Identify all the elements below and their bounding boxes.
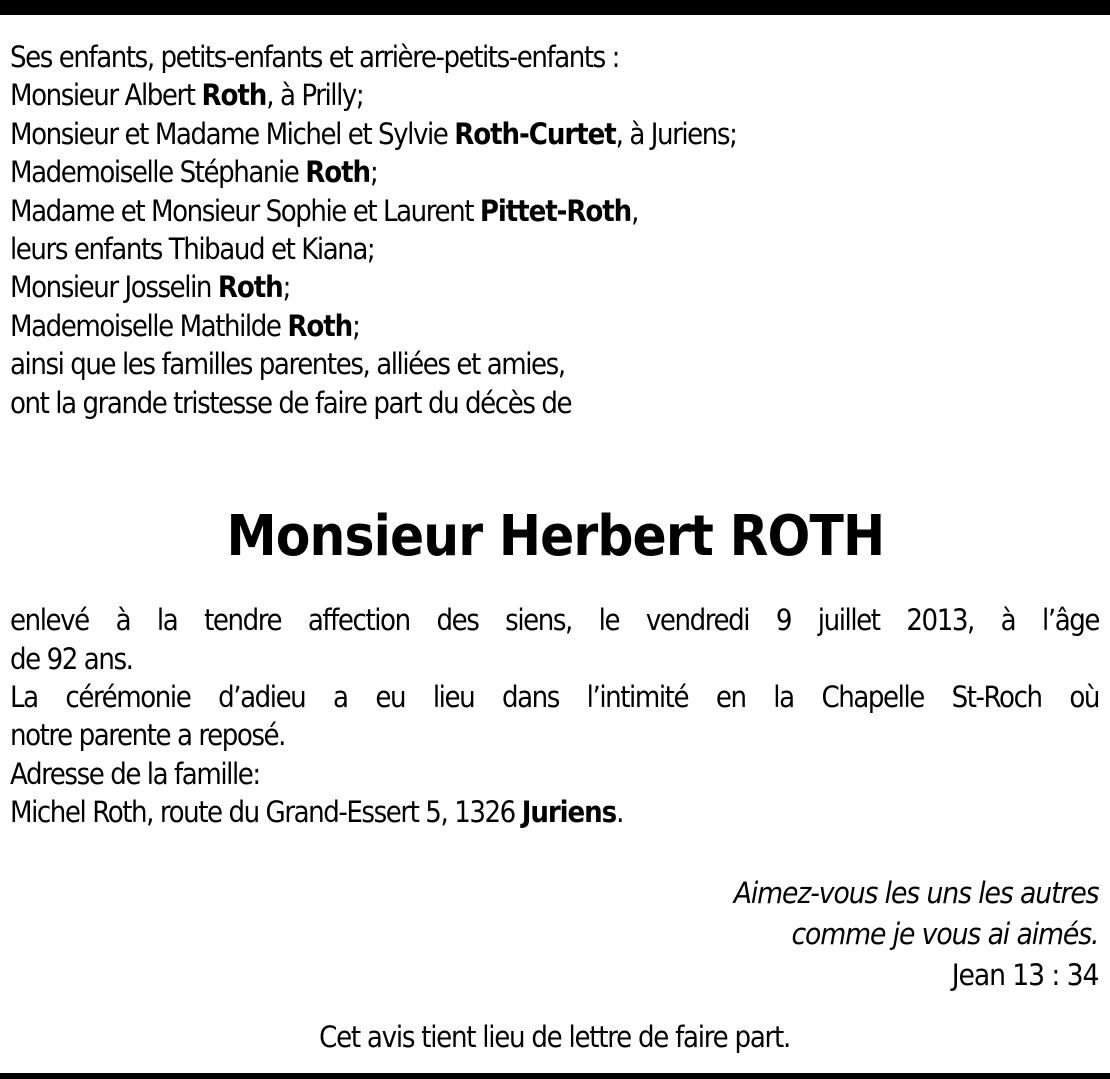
- family-member-line: [10, 230, 995, 268]
- member-text: Mademoiselle Mathilde: [10, 308, 288, 343]
- member-suffix: , à Prilly;: [266, 78, 364, 113]
- ceremony-line-end: notre parente a reposé.: [10, 718, 286, 753]
- death-notice-line: enlevé à la tendre affection des siens, le vendredi 9 juillet 2013, à l’âge: [10, 603, 1099, 637]
- family-member-line: [10, 192, 995, 230]
- member-text: Madame et Monsieur Sophie et Laurent: [10, 193, 480, 228]
- member-surname: Roth-Curtet: [454, 116, 616, 151]
- member-text: Mademoiselle Stéphanie: [10, 155, 306, 190]
- member-surname: Roth: [287, 308, 353, 343]
- ceremony-line: La cérémonie d’adieu a eu lieu dans l’intimité en la Chapelle St-Roch où: [10, 679, 1099, 714]
- announcement-closing: ont la grande tristesse de faire part du décès de: [10, 385, 572, 420]
- family-announcement: [10, 38, 995, 422]
- announcement-intro: Ses enfants, petits-enfants et arrière-petits-enfants :: [10, 40, 620, 74]
- member-text: Monsieur et Madame Michel et Sylvie: [10, 116, 455, 151]
- announcement-closing: ainsi que les familles parentes, alliées et amies,: [10, 347, 565, 382]
- family-address: [10, 793, 1099, 831]
- bottom-border-rule: [0, 1073, 1110, 1079]
- family-member-line: [10, 307, 995, 345]
- member-surname: Pittet-Roth: [479, 193, 632, 228]
- family-member-line: [10, 153, 995, 191]
- death-notice-age: de 92 ans.: [10, 641, 133, 676]
- family-member-line: [10, 268, 995, 306]
- member-surname: Roth: [217, 270, 283, 305]
- footer-note: [0, 1020, 1110, 1054]
- verse-reference: Jean 13 : 34: [951, 958, 1098, 992]
- member-text: Monsieur Albert: [10, 78, 202, 113]
- member-suffix: ;: [352, 308, 360, 343]
- family-member-line: [10, 76, 995, 114]
- address-label: Adresse de la famille:: [10, 756, 260, 791]
- verse-line: Aimez-vous les uns les autres: [733, 876, 1098, 910]
- deceased-name-heading: [0, 497, 1110, 577]
- member-text: Monsieur Josselin: [10, 270, 218, 305]
- obituary-details: [10, 601, 1099, 832]
- address-town: Juriens: [521, 795, 617, 830]
- member-suffix: , à Juriens;: [615, 116, 737, 151]
- member-suffix: ,: [631, 193, 638, 228]
- member-suffix: ;: [282, 270, 290, 305]
- address-text: Michel Roth, route du Grand-Essert 5, 1326: [10, 795, 522, 830]
- family-member-line: [10, 115, 995, 153]
- address-suffix: .: [616, 795, 623, 830]
- bible-verse: [702, 873, 1098, 996]
- deceased-name: Monsieur Herbert ROTH: [226, 504, 884, 569]
- member-surname: Roth: [201, 78, 267, 113]
- top-border-rule: [0, 0, 1110, 15]
- member-suffix: ;: [370, 155, 378, 190]
- member-surname: Roth: [305, 155, 371, 190]
- member-text: leurs enfants Thibaud et Kiana;: [10, 231, 375, 266]
- verse-line: comme je vous ai aimés.: [791, 917, 1098, 951]
- footer-note-text: Cet avis tient lieu de lettre de faire part.: [319, 1020, 791, 1054]
